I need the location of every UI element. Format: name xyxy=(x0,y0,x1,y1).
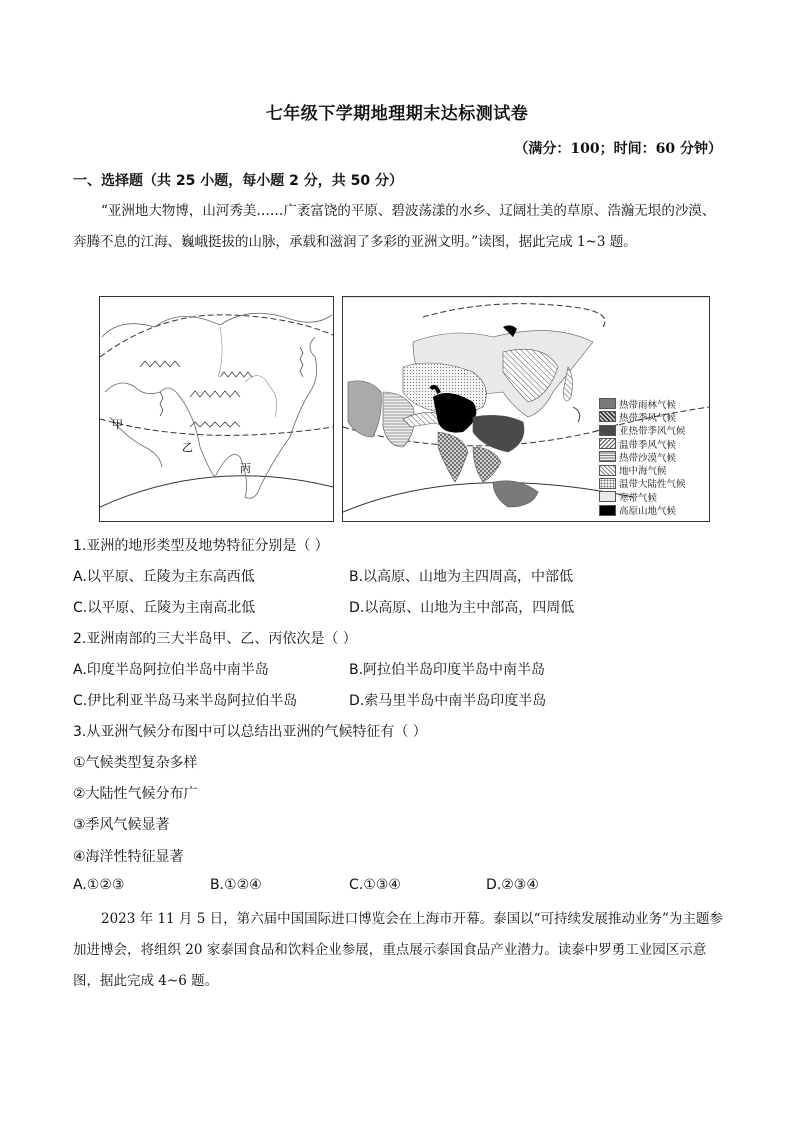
question-3-statement-3: ③季风气候显著 xyxy=(73,817,170,833)
question-2-option-a[interactable]: A.印度半岛阿拉伯半岛中南半岛 xyxy=(73,662,269,678)
legend-item xyxy=(599,490,709,503)
question-3-option-b[interactable]: B.①②④ xyxy=(210,877,262,893)
question-3-stem: 3.从亚洲气候分布图中可以总结出亚洲的气候特征有（ ） xyxy=(73,724,427,740)
question-2-option-d[interactable]: D.索马里半岛中南半岛印度半岛 xyxy=(349,693,547,709)
question-1-option-b[interactable]: B.以高原、山地为主四周高，中部低 xyxy=(349,569,574,585)
question-3-statement-2: ②大陆性气候分布广 xyxy=(73,786,198,802)
question-2-option-b[interactable]: B.阿拉伯半岛印度半岛中南半岛 xyxy=(349,662,546,678)
climate-legend xyxy=(599,397,709,517)
legend-item xyxy=(599,437,709,450)
question-3-statement-4: ④海洋性特征显著 xyxy=(73,849,184,865)
legend-label: 热带雨林气候 xyxy=(619,399,677,411)
legend-label: 温带大陆性气候 xyxy=(619,479,686,491)
question-2-option-c[interactable]: C.伊比利亚半岛马来半岛阿拉伯半岛 xyxy=(73,693,298,709)
page-title: 七年级下学期地理期末达标测试卷 xyxy=(265,104,529,124)
legend-item xyxy=(599,410,709,423)
question-3-statement-1: ①气候类型复杂多样 xyxy=(73,755,198,771)
asia-terrain-map xyxy=(99,296,334,522)
passage-2: 2023 年 11 月 5 日，第六届中国国际进口博览会在上海市开幕。泰国以“可持续发展推动业务”为主题参加进博会，将组织 20 家泰国食品和饮料企业参展，重点展示泰国食品产业潜力。读泰中罗勇工业园区示意图，据此完成 4~6 题。 xyxy=(73,911,723,989)
intro-passage: “亚洲地大物博，山河秀美……广袤富饶的平原、碧波荡漾的水乡、辽阔壮美的草原、浩瀚无垠的沙漠、奔腾不息的江海、巍峨挺拔的山脉，承载和滋润了多彩的亚洲文明。”读图，据此完成 1~3 题。 xyxy=(73,203,716,250)
question-1-option-c[interactable]: C.以平原、丘陵为主南高北低 xyxy=(73,600,256,616)
question-3-option-d[interactable]: D.②③④ xyxy=(486,877,539,893)
section-heading: 一、选择题（共 25 小题，每小题 2 分，共 50 分） xyxy=(73,173,403,189)
legend-label: 亚热带季风气候 xyxy=(619,426,686,438)
legend-label: 温带季风气候 xyxy=(619,439,677,451)
question-1-option-d[interactable]: D.以高原、山地为主中部高，四周低 xyxy=(349,600,575,616)
question-1-stem: 1.亚洲的地形类型及地势特征分别是（ ） xyxy=(73,538,329,554)
legend-item xyxy=(599,477,709,490)
legend-item xyxy=(599,503,709,516)
question-2-stem: 2.亚洲南部的三大半岛甲、乙、丙依次是（ ） xyxy=(73,631,357,647)
legend-item xyxy=(599,450,709,463)
legend-label: 寒带气候 xyxy=(619,492,658,504)
score-info: （满分：100；时间：60 分钟） xyxy=(514,141,722,157)
legend-label: 热带季风气候 xyxy=(619,412,677,424)
question-1-option-a[interactable]: A.以平原、丘陵为主东高西低 xyxy=(73,569,255,585)
legend-item xyxy=(599,463,709,476)
terrain-map-graphic xyxy=(100,297,333,521)
legend-item xyxy=(599,424,709,437)
legend-label: 高原山地气候 xyxy=(619,506,677,518)
question-3-option-c[interactable]: C.①③④ xyxy=(349,877,401,893)
label-yi: 乙 xyxy=(182,441,193,454)
label-bing: 丙 xyxy=(240,462,251,475)
legend-label: 热带沙漠气候 xyxy=(619,452,677,464)
legend-item xyxy=(599,397,709,410)
label-jia: 甲 xyxy=(112,418,123,431)
legend-label: 地中海气候 xyxy=(619,466,667,478)
question-3-option-a[interactable]: A.①②③ xyxy=(73,877,125,893)
asia-climate-map xyxy=(342,296,710,522)
